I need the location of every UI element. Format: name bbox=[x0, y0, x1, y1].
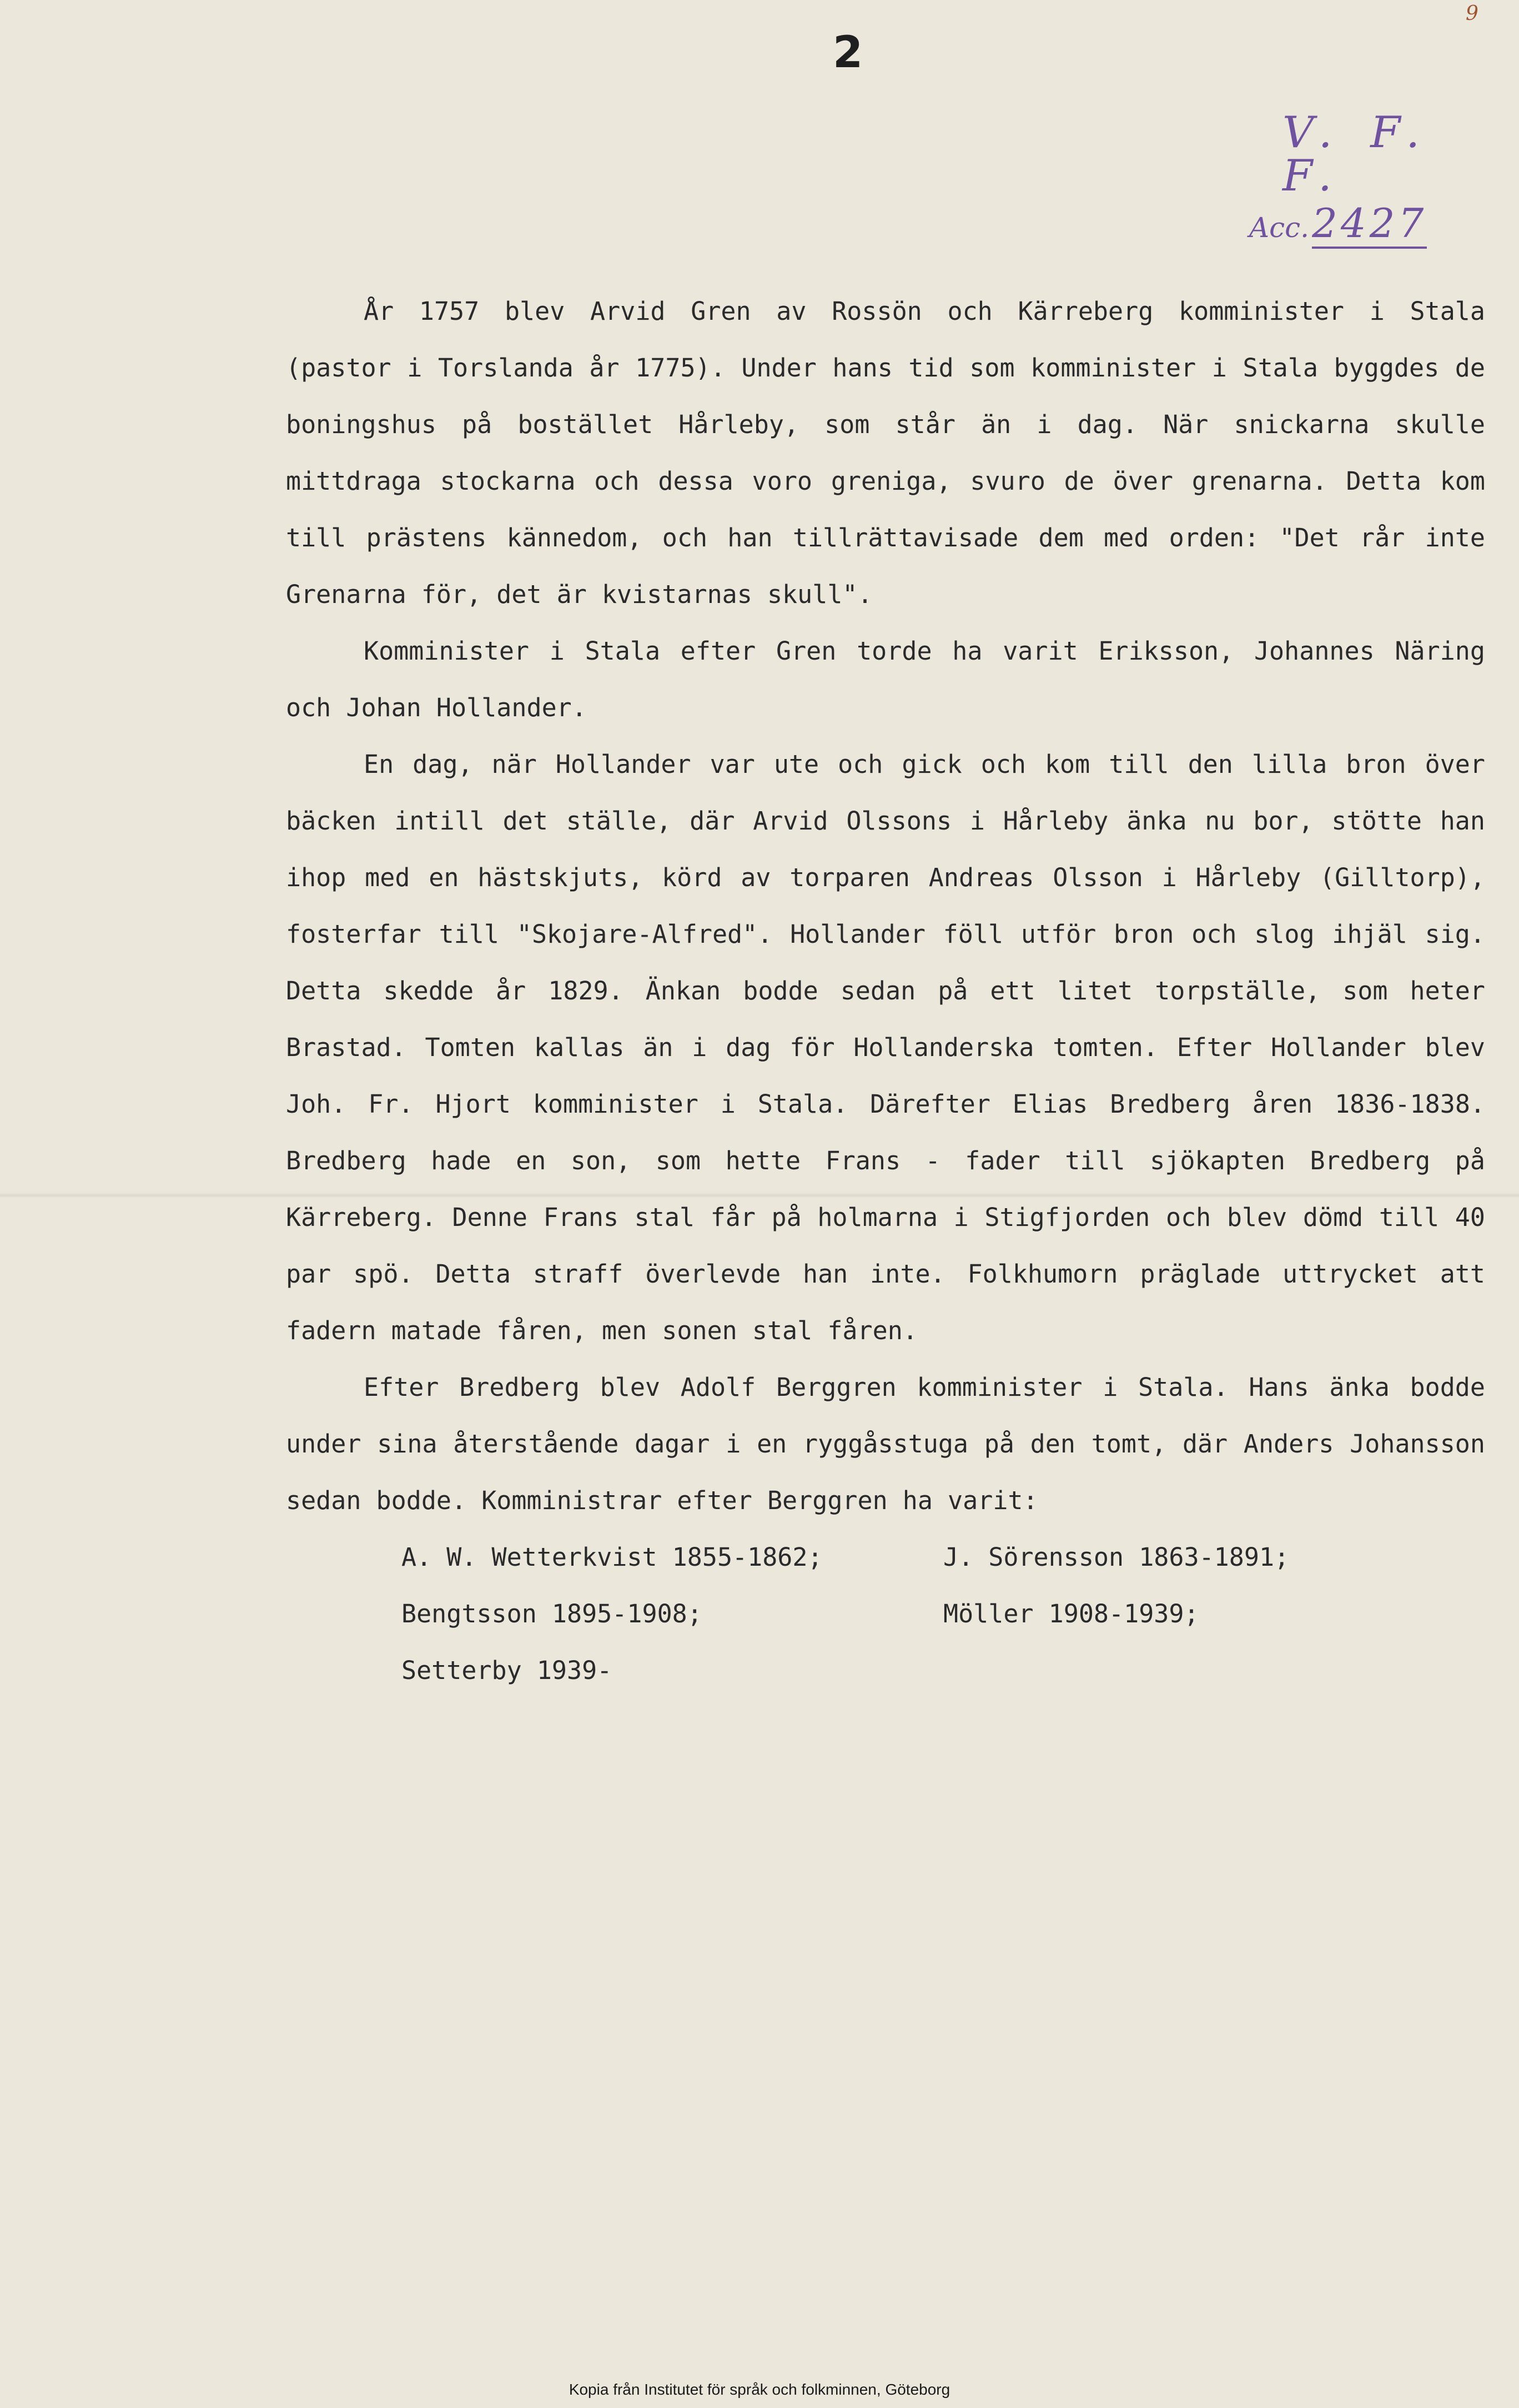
pastor-list-row bbox=[401, 1529, 1485, 1586]
corner-page-mark: 9 bbox=[1466, 2, 1478, 25]
pastor-entry bbox=[943, 1642, 1485, 1699]
stamp-accession-number: 2427 bbox=[1312, 200, 1427, 249]
stamp-accession-line bbox=[1249, 200, 1482, 247]
archive-stamp bbox=[1249, 108, 1482, 247]
archive-footer: Kopia från Institutet för språk och folkminnen, Göteborg bbox=[569, 2381, 950, 2398]
pastor-list-row bbox=[401, 1642, 1485, 1699]
paragraph-gren: År 1757 blev Arvid Gren av Rossön och Kärreberg komminister i Stala (pastor i Torslanda år 1775). Under hans tid som komminister i Stala byggdes de boningshus på bostället Hårleby, som står än i dag. När snickarna skulle mittdraga stockarna och dessa voro greniga, svuro de över grenarna. Detta kom till prästens kännedom, och han tillrättavisade dem med orden: "Det rår inte Grenarna för, det är kvistarnas skull". bbox=[286, 296, 1485, 609]
pastor-entry: Bengtsson 1895-1908; bbox=[401, 1599, 702, 1628]
paragraph-hollander: En dag, när Hollander var ute och gick och kom till den lilla bron över bäcken intill det ställe, där Arvid Olssons i Hårleby änka nu bor, stötte han ihop med en hästskjuts, körd av torparen Andreas Olsson i Hårleby (Gilltorp), fosterfar till "Skojare-Alfred". Hollander föll utför bron och slog ihjäl sig. Detta skedde år 1829. Änkan bodde sedan på ett litet torpställe, som heter Brastad. Tomten kallas än i dag för Hollanderska tomten. Efter Hollander blev Joh. Fr. Hjort komminister i Stala. Därefter Elias Bredberg åren 1836-1838. Bredberg hade en son, som hette Frans - fader till sjökapten Bredberg på Kärreberg. Denne Frans stal får på holmarna i Stigfjorden och blev dömd till 40 par spö. Detta straff överlevde han inte. Folkhumorn präglade uttrycket att fadern matade fåren, men sonen stal fåren. bbox=[286, 750, 1485, 1345]
paragraph-successors: Komminister i Stala efter Gren torde ha varit Eriksson, Johannes Näring och Johan Hollander. bbox=[286, 636, 1485, 722]
pastor-list-row bbox=[401, 1586, 1485, 1642]
pastor-entry: Möller 1908-1939; bbox=[943, 1599, 1199, 1628]
stamp-archive-code: V. F. F. bbox=[1282, 108, 1432, 201]
pastor-entry: J. Sörensson 1863-1891; bbox=[943, 1542, 1290, 1572]
paragraph-berggren: Efter Bredberg blev Adolf Berggren komminister i Stala. Hans änka bodde under sina återstående dagar i en ryggåsstuga på den tomt, där Anders Johansson sedan bodde. Komministrar efter Berggren ha varit: bbox=[286, 1373, 1485, 1515]
typewritten-body bbox=[286, 283, 1485, 1699]
page-number: 2 bbox=[833, 28, 863, 78]
pastor-list bbox=[401, 1529, 1485, 1699]
pastor-entry: Setterby 1939- bbox=[401, 1656, 612, 1685]
pastor-entry: A. W. Wetterkvist 1855-1862; bbox=[401, 1542, 823, 1572]
stamp-accession-prefix: Acc. bbox=[1249, 212, 1310, 244]
